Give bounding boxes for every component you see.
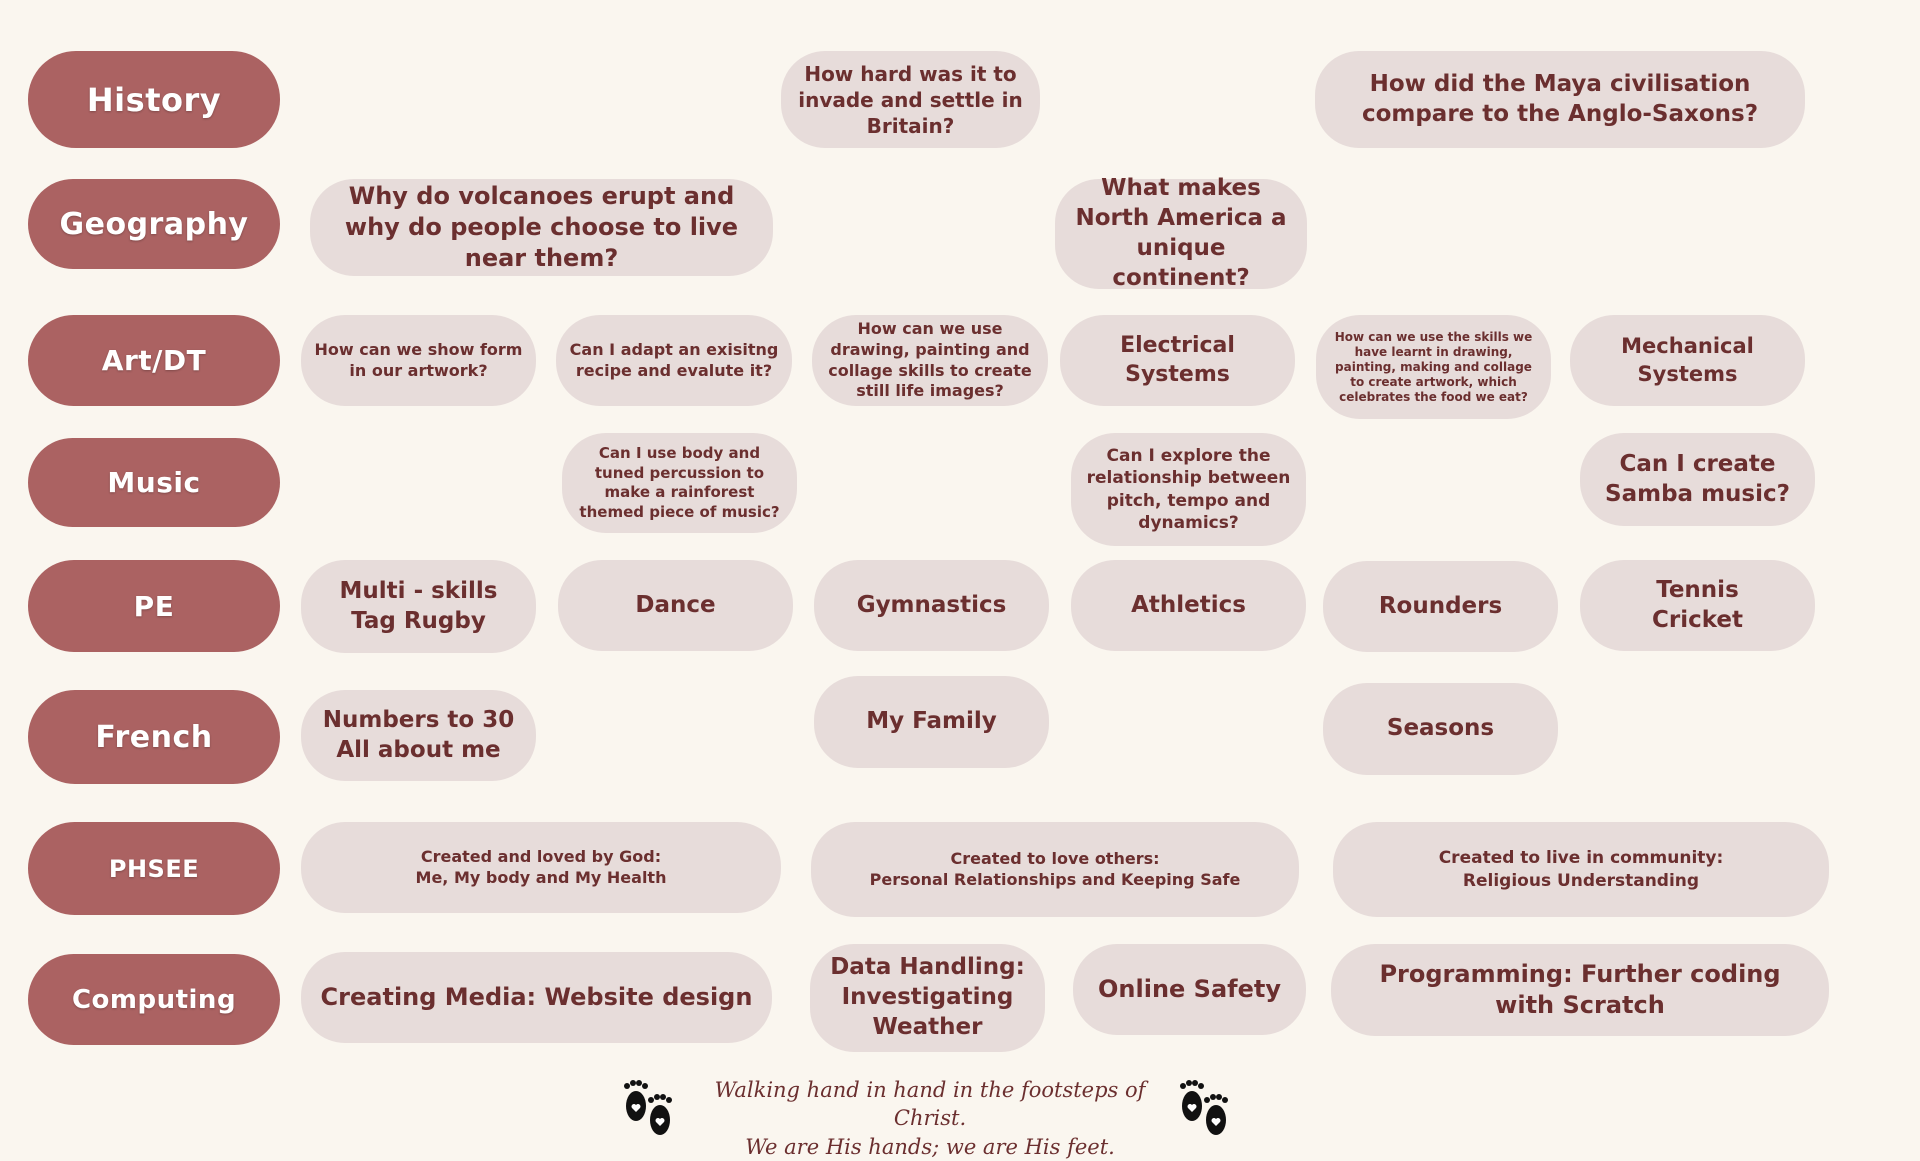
artdt-item-4: Electrical Systems (1060, 315, 1295, 406)
subject-artdt: Art/DT (28, 315, 280, 406)
footer-motto (700, 1076, 1160, 1161)
footprints-icon (1174, 1076, 1236, 1140)
geography-question-1: Why do volcanoes erupt and why do people choose to live near them? (310, 179, 773, 276)
computing-item-3: Online Safety (1073, 944, 1306, 1035)
artdt-item-5: How can we use the skills we have learnt in drawing, painting, making and collage to create artwork, which celebrates the food we eat? (1316, 315, 1551, 419)
pe-item-3: Gymnastics (814, 560, 1049, 651)
artdt-item-3: How can we use drawing, painting and collage skills to create still life images? (812, 315, 1048, 406)
computing-item-2: Data Handling: Investigating Weather (810, 944, 1045, 1052)
footprints-icon (618, 1076, 680, 1140)
subject-phsee: PHSEE (28, 822, 280, 915)
artdt-item-6: Mechanical Systems (1570, 315, 1805, 406)
pe-item-5: Rounders (1323, 561, 1558, 652)
computing-item-4: Programming: Further coding with Scratch (1331, 944, 1829, 1036)
artdt-item-1: How can we show form in our artwork? (301, 315, 536, 406)
french-item-2: My Family (814, 676, 1049, 768)
french-item-3: Seasons (1323, 683, 1558, 775)
history-question-1: How hard was it to invade and settle in Britain? (781, 51, 1040, 148)
artdt-item-2: Can I adapt an exisitng recipe and evalute it? (556, 315, 792, 406)
subject-music: Music (28, 438, 280, 527)
subject-computing: Computing (28, 954, 280, 1045)
phsee-item-1: Created and loved by God: Me, My body and My Health (301, 822, 781, 913)
geography-question-2: What makes North America a unique continent? (1055, 179, 1307, 289)
music-item-3: Can I create Samba music? (1580, 433, 1815, 526)
footer-line-1: Walking hand in hand in the footsteps of Christ. (714, 1078, 1146, 1131)
pe-item-6: Tennis Cricket (1580, 560, 1815, 651)
subject-french: French (28, 690, 280, 784)
history-question-2: How did the Maya civilisation compare to the Anglo-Saxons? (1315, 51, 1805, 148)
computing-item-1: Creating Media: Website design (301, 952, 772, 1043)
phsee-item-2: Created to love others: Personal Relationships and Keeping Safe (811, 822, 1299, 917)
phsee-item-3: Created to live in community: Religious Understanding (1333, 822, 1829, 917)
subject-pe: PE (28, 560, 280, 652)
footer-line-2: We are His hands; we are His feet. (745, 1134, 1115, 1159)
pe-item-2: Dance (558, 560, 793, 651)
pe-item-1: Multi - skills Tag Rugby (301, 560, 536, 653)
music-item-2: Can I explore the relationship between pitch, tempo and dynamics? (1071, 433, 1306, 546)
pe-item-4: Athletics (1071, 560, 1306, 651)
french-item-1: Numbers to 30 All about me (301, 690, 536, 781)
music-item-1: Can I use body and tuned percussion to make a rainforest themed piece of music? (562, 433, 797, 533)
subject-geography: Geography (28, 179, 280, 269)
subject-history: History (28, 51, 280, 148)
